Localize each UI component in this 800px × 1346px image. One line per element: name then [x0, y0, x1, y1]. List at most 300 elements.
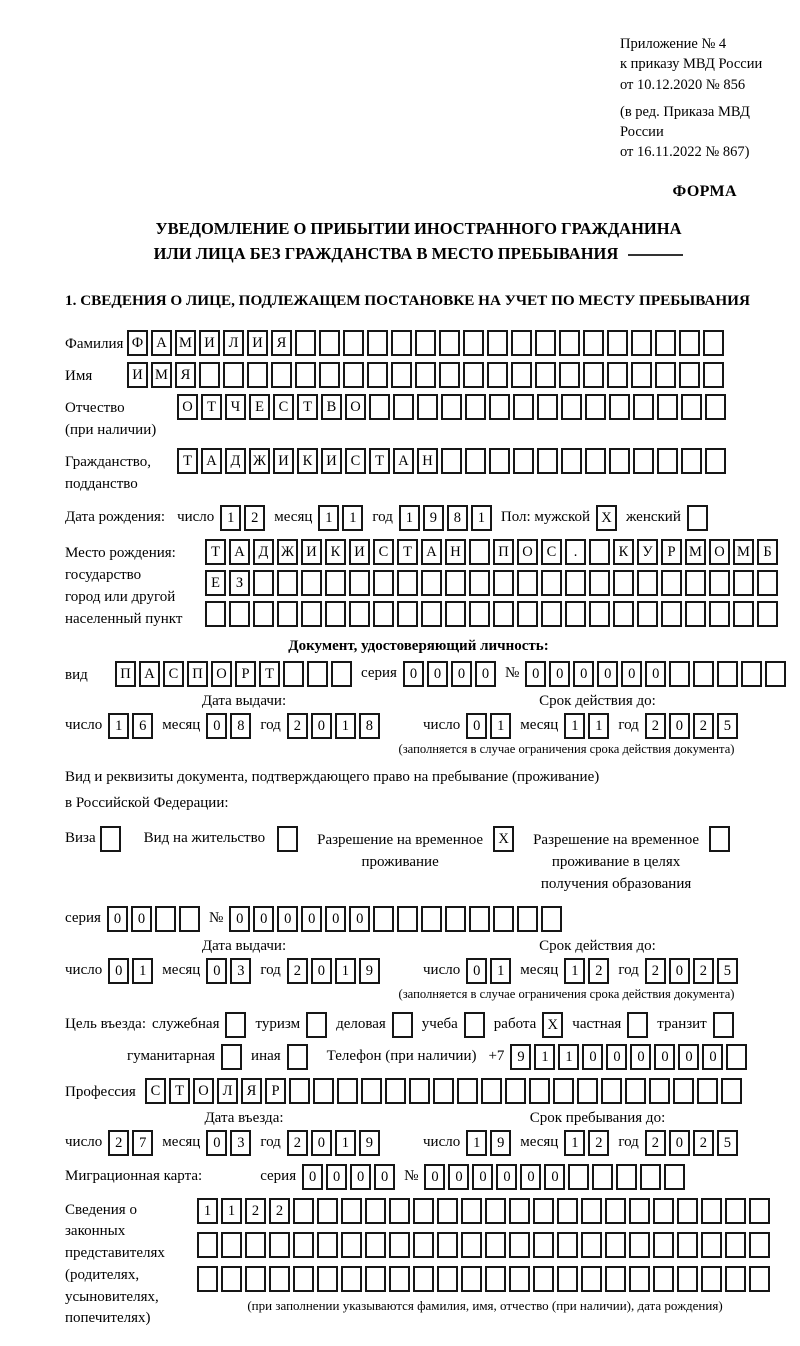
form-cell[interactable] [513, 394, 534, 420]
form-cell[interactable] [557, 1198, 578, 1224]
form-cell[interactable]: 0 [131, 906, 152, 932]
form-cell[interactable]: 1 [490, 713, 511, 739]
form-cell[interactable]: И [127, 362, 148, 388]
form-cell[interactable] [535, 362, 556, 388]
form-cell[interactable] [461, 1266, 482, 1292]
form-cell[interactable] [613, 570, 634, 596]
form-cell[interactable] [277, 826, 298, 852]
form-cell[interactable]: С [145, 1078, 166, 1104]
form-cell[interactable] [693, 661, 714, 687]
form-cell[interactable]: 1 [564, 958, 585, 984]
form-cell[interactable] [493, 601, 514, 627]
form-cell[interactable]: С [345, 448, 366, 474]
form-cell[interactable] [653, 1232, 674, 1258]
form-cell[interactable]: X [493, 826, 514, 852]
form-cell[interactable] [493, 906, 514, 932]
form-cell[interactable]: 3 [230, 1130, 251, 1156]
form-cell[interactable] [325, 570, 346, 596]
form-cell[interactable]: 2 [693, 1130, 714, 1156]
form-cell[interactable]: 0 [654, 1044, 675, 1070]
form-cell[interactable] [679, 330, 700, 356]
form-cell[interactable] [589, 539, 610, 565]
form-cell[interactable] [709, 570, 730, 596]
form-cell[interactable] [677, 1266, 698, 1292]
form-cell[interactable] [221, 1044, 242, 1070]
form-cell[interactable] [557, 1232, 578, 1258]
form-cell[interactable] [197, 1266, 218, 1292]
form-cell[interactable] [389, 1266, 410, 1292]
form-cell[interactable] [703, 362, 724, 388]
form-cell[interactable] [609, 448, 630, 474]
form-cell[interactable] [509, 1266, 530, 1292]
form-cell[interactable]: 0 [520, 1164, 541, 1190]
form-cell[interactable] [725, 1198, 746, 1224]
form-cell[interactable]: О [177, 394, 198, 420]
form-cell[interactable] [433, 1078, 454, 1104]
form-cell[interactable] [337, 1078, 358, 1104]
form-cell[interactable]: 0 [669, 713, 690, 739]
form-cell[interactable] [199, 362, 220, 388]
form-cell[interactable] [415, 330, 436, 356]
form-cell[interactable] [289, 1078, 310, 1104]
form-cell[interactable]: 1 [342, 505, 363, 531]
form-cell[interactable] [392, 1012, 413, 1038]
form-cell[interactable]: О [211, 661, 232, 687]
form-cell[interactable]: Ф [127, 330, 148, 356]
form-cell[interactable]: 1 [132, 958, 153, 984]
form-cell[interactable] [341, 1198, 362, 1224]
form-cell[interactable]: К [325, 539, 346, 565]
form-cell[interactable] [361, 1078, 382, 1104]
form-cell[interactable] [661, 570, 682, 596]
form-cell[interactable] [565, 570, 586, 596]
form-cell[interactable] [709, 601, 730, 627]
form-cell[interactable]: 1 [588, 713, 609, 739]
form-cell[interactable]: С [273, 394, 294, 420]
form-cell[interactable]: П [493, 539, 514, 565]
form-cell[interactable] [487, 362, 508, 388]
form-cell[interactable] [277, 570, 298, 596]
form-cell[interactable] [469, 601, 490, 627]
form-cell[interactable]: П [187, 661, 208, 687]
form-cell[interactable]: Р [265, 1078, 286, 1104]
form-cell[interactable] [485, 1198, 506, 1224]
form-cell[interactable] [511, 362, 532, 388]
form-cell[interactable]: Т [177, 448, 198, 474]
form-cell[interactable]: К [613, 539, 634, 565]
form-cell[interactable] [685, 601, 706, 627]
form-cell[interactable]: 2 [693, 958, 714, 984]
form-cell[interactable] [417, 394, 438, 420]
form-cell[interactable]: 0 [451, 661, 472, 687]
form-cell[interactable] [293, 1266, 314, 1292]
form-cell[interactable] [293, 1232, 314, 1258]
form-cell[interactable]: 2 [693, 713, 714, 739]
form-cell[interactable]: 0 [253, 906, 274, 932]
form-cell[interactable]: 0 [549, 661, 570, 687]
form-cell[interactable] [565, 601, 586, 627]
form-cell[interactable]: X [596, 505, 617, 531]
form-cell[interactable] [765, 661, 786, 687]
form-cell[interactable]: 0 [424, 1164, 445, 1190]
form-cell[interactable] [283, 661, 304, 687]
form-cell[interactable] [541, 601, 562, 627]
form-cell[interactable]: 0 [466, 958, 487, 984]
form-cell[interactable] [269, 1266, 290, 1292]
form-cell[interactable] [445, 570, 466, 596]
form-cell[interactable] [605, 1232, 626, 1258]
form-cell[interactable] [437, 1232, 458, 1258]
form-cell[interactable] [733, 570, 754, 596]
form-cell[interactable]: 8 [230, 713, 251, 739]
form-cell[interactable]: 0 [108, 958, 129, 984]
form-cell[interactable]: 1 [221, 1198, 242, 1224]
form-cell[interactable]: 2 [645, 1130, 666, 1156]
form-cell[interactable]: 1 [318, 505, 339, 531]
form-cell[interactable]: 0 [206, 1130, 227, 1156]
form-cell[interactable]: 0 [669, 958, 690, 984]
form-cell[interactable] [733, 601, 754, 627]
form-cell[interactable]: И [247, 330, 268, 356]
form-cell[interactable] [568, 1164, 589, 1190]
form-cell[interactable] [509, 1232, 530, 1258]
form-cell[interactable]: У [637, 539, 658, 565]
form-cell[interactable]: 1 [108, 713, 129, 739]
form-cell[interactable] [319, 362, 340, 388]
form-cell[interactable]: Т [369, 448, 390, 474]
form-cell[interactable] [629, 1232, 650, 1258]
form-cell[interactable]: 0 [645, 661, 666, 687]
form-cell[interactable]: Т [169, 1078, 190, 1104]
form-cell[interactable]: 9 [490, 1130, 511, 1156]
form-cell[interactable] [583, 362, 604, 388]
form-cell[interactable]: 0 [301, 906, 322, 932]
form-cell[interactable] [415, 362, 436, 388]
form-cell[interactable]: А [151, 330, 172, 356]
form-cell[interactable] [277, 601, 298, 627]
form-cell[interactable]: 2 [645, 958, 666, 984]
form-cell[interactable] [701, 1266, 722, 1292]
form-cell[interactable]: 0 [107, 906, 128, 932]
form-cell[interactable] [493, 570, 514, 596]
form-cell[interactable] [559, 330, 580, 356]
form-cell[interactable] [511, 330, 532, 356]
form-cell[interactable]: Т [259, 661, 280, 687]
form-cell[interactable] [365, 1198, 386, 1224]
form-cell[interactable]: 2 [108, 1130, 129, 1156]
form-cell[interactable] [439, 362, 460, 388]
form-cell[interactable]: 1 [197, 1198, 218, 1224]
form-cell[interactable] [489, 394, 510, 420]
form-cell[interactable]: Д [253, 539, 274, 565]
form-cell[interactable]: 1 [558, 1044, 579, 1070]
form-cell[interactable] [605, 1198, 626, 1224]
form-cell[interactable]: Н [445, 539, 466, 565]
form-cell[interactable]: 3 [230, 958, 251, 984]
form-cell[interactable] [397, 906, 418, 932]
form-cell[interactable]: 1 [399, 505, 420, 531]
form-cell[interactable]: 0 [277, 906, 298, 932]
form-cell[interactable]: 0 [702, 1044, 723, 1070]
form-cell[interactable]: 7 [132, 1130, 153, 1156]
form-cell[interactable]: Л [223, 330, 244, 356]
form-cell[interactable] [421, 906, 442, 932]
form-cell[interactable] [535, 330, 556, 356]
form-cell[interactable] [741, 661, 762, 687]
form-cell[interactable]: 2 [645, 713, 666, 739]
form-cell[interactable]: 1 [335, 713, 356, 739]
form-cell[interactable] [616, 1164, 637, 1190]
form-cell[interactable]: К [297, 448, 318, 474]
form-cell[interactable] [301, 570, 322, 596]
form-cell[interactable]: Т [205, 539, 226, 565]
form-cell[interactable] [225, 1012, 246, 1038]
form-cell[interactable]: 0 [427, 661, 448, 687]
form-cell[interactable]: Р [661, 539, 682, 565]
form-cell[interactable] [721, 1078, 742, 1104]
form-cell[interactable]: 0 [496, 1164, 517, 1190]
form-cell[interactable] [697, 1078, 718, 1104]
form-cell[interactable] [373, 570, 394, 596]
form-cell[interactable] [349, 570, 370, 596]
form-cell[interactable]: 5 [717, 1130, 738, 1156]
form-cell[interactable] [343, 330, 364, 356]
form-cell[interactable]: О [345, 394, 366, 420]
form-cell[interactable]: 0 [606, 1044, 627, 1070]
form-cell[interactable]: 0 [573, 661, 594, 687]
form-cell[interactable] [481, 1078, 502, 1104]
form-cell[interactable]: 1 [490, 958, 511, 984]
form-cell[interactable]: А [139, 661, 160, 687]
form-cell[interactable]: 1 [335, 1130, 356, 1156]
form-cell[interactable] [631, 330, 652, 356]
form-cell[interactable]: 1 [564, 713, 585, 739]
form-cell[interactable]: П [115, 661, 136, 687]
form-cell[interactable] [349, 601, 370, 627]
form-cell[interactable] [319, 330, 340, 356]
form-cell[interactable]: 0 [466, 713, 487, 739]
form-cell[interactable] [631, 362, 652, 388]
form-cell[interactable] [393, 394, 414, 420]
form-cell[interactable] [749, 1232, 770, 1258]
form-cell[interactable] [463, 330, 484, 356]
form-cell[interactable] [269, 1232, 290, 1258]
form-cell[interactable] [581, 1266, 602, 1292]
form-cell[interactable] [749, 1198, 770, 1224]
form-cell[interactable] [469, 570, 490, 596]
form-cell[interactable] [701, 1232, 722, 1258]
form-cell[interactable]: 0 [302, 1164, 323, 1190]
form-cell[interactable] [625, 1078, 646, 1104]
form-cell[interactable]: 0 [597, 661, 618, 687]
form-cell[interactable] [607, 362, 628, 388]
form-cell[interactable] [577, 1078, 598, 1104]
form-cell[interactable] [441, 448, 462, 474]
form-cell[interactable] [541, 570, 562, 596]
form-cell[interactable]: 2 [245, 1198, 266, 1224]
form-cell[interactable] [413, 1266, 434, 1292]
form-cell[interactable] [489, 448, 510, 474]
form-cell[interactable]: В [321, 394, 342, 420]
form-cell[interactable] [331, 661, 352, 687]
form-cell[interactable] [677, 1232, 698, 1258]
form-cell[interactable] [749, 1266, 770, 1292]
form-cell[interactable] [655, 330, 676, 356]
form-cell[interactable] [221, 1266, 242, 1292]
form-cell[interactable]: Е [249, 394, 270, 420]
form-cell[interactable] [681, 394, 702, 420]
form-cell[interactable]: 2 [269, 1198, 290, 1224]
form-cell[interactable]: Т [297, 394, 318, 420]
form-cell[interactable]: 1 [466, 1130, 487, 1156]
form-cell[interactable] [391, 362, 412, 388]
form-cell[interactable] [541, 906, 562, 932]
form-cell[interactable] [367, 362, 388, 388]
form-cell[interactable] [293, 1198, 314, 1224]
form-cell[interactable] [439, 330, 460, 356]
form-cell[interactable]: С [163, 661, 184, 687]
form-cell[interactable] [306, 1012, 327, 1038]
form-cell[interactable] [437, 1266, 458, 1292]
form-cell[interactable] [445, 601, 466, 627]
form-cell[interactable] [661, 601, 682, 627]
form-cell[interactable] [465, 448, 486, 474]
form-cell[interactable]: А [393, 448, 414, 474]
form-cell[interactable] [205, 601, 226, 627]
form-cell[interactable] [633, 394, 654, 420]
form-cell[interactable] [100, 826, 121, 852]
form-cell[interactable] [464, 1012, 485, 1038]
form-cell[interactable]: 0 [350, 1164, 371, 1190]
form-cell[interactable]: 0 [311, 1130, 332, 1156]
form-cell[interactable]: Р [235, 661, 256, 687]
form-cell[interactable]: Ж [249, 448, 270, 474]
form-cell[interactable]: 0 [475, 661, 496, 687]
form-cell[interactable] [533, 1266, 554, 1292]
form-cell[interactable] [581, 1198, 602, 1224]
form-cell[interactable] [509, 1198, 530, 1224]
form-cell[interactable]: А [229, 539, 250, 565]
form-cell[interactable]: 0 [472, 1164, 493, 1190]
form-cell[interactable] [561, 394, 582, 420]
form-cell[interactable] [487, 330, 508, 356]
form-cell[interactable] [537, 448, 558, 474]
form-cell[interactable] [701, 1198, 722, 1224]
form-cell[interactable] [369, 394, 390, 420]
form-cell[interactable]: 0 [349, 906, 370, 932]
form-cell[interactable] [517, 570, 538, 596]
form-cell[interactable]: 9 [359, 1130, 380, 1156]
form-cell[interactable] [649, 1078, 670, 1104]
form-cell[interactable] [583, 330, 604, 356]
form-cell[interactable] [581, 1232, 602, 1258]
form-cell[interactable]: 2 [287, 713, 308, 739]
form-cell[interactable]: 0 [669, 1130, 690, 1156]
form-cell[interactable] [717, 661, 738, 687]
form-cell[interactable] [725, 1232, 746, 1258]
form-cell[interactable]: Н [417, 448, 438, 474]
form-cell[interactable]: И [199, 330, 220, 356]
form-cell[interactable]: 0 [678, 1044, 699, 1070]
form-cell[interactable]: 2 [588, 958, 609, 984]
form-cell[interactable] [295, 362, 316, 388]
form-cell[interactable] [343, 362, 364, 388]
form-cell[interactable] [703, 330, 724, 356]
form-cell[interactable] [365, 1266, 386, 1292]
form-cell[interactable]: И [273, 448, 294, 474]
form-cell[interactable] [637, 601, 658, 627]
form-cell[interactable] [397, 570, 418, 596]
form-cell[interactable] [687, 505, 708, 531]
form-cell[interactable] [461, 1232, 482, 1258]
form-cell[interactable] [653, 1266, 674, 1292]
form-cell[interactable]: Т [201, 394, 222, 420]
form-cell[interactable]: 0 [582, 1044, 603, 1070]
form-cell[interactable]: 2 [287, 1130, 308, 1156]
form-cell[interactable] [629, 1266, 650, 1292]
form-cell[interactable] [529, 1078, 550, 1104]
form-cell[interactable] [607, 330, 628, 356]
form-cell[interactable] [457, 1078, 478, 1104]
form-cell[interactable] [655, 362, 676, 388]
form-cell[interactable]: 0 [325, 906, 346, 932]
form-cell[interactable] [561, 448, 582, 474]
form-cell[interactable]: Ч [225, 394, 246, 420]
form-cell[interactable]: О [709, 539, 730, 565]
form-cell[interactable] [609, 394, 630, 420]
form-cell[interactable] [465, 394, 486, 420]
form-cell[interactable] [341, 1266, 362, 1292]
form-cell[interactable] [485, 1266, 506, 1292]
form-cell[interactable] [592, 1164, 613, 1190]
form-cell[interactable]: 1 [335, 958, 356, 984]
form-cell[interactable] [657, 448, 678, 474]
form-cell[interactable]: О [193, 1078, 214, 1104]
form-cell[interactable]: Я [241, 1078, 262, 1104]
form-cell[interactable] [317, 1232, 338, 1258]
form-cell[interactable] [629, 1198, 650, 1224]
form-cell[interactable] [685, 570, 706, 596]
form-cell[interactable]: И [349, 539, 370, 565]
form-cell[interactable]: 0 [326, 1164, 347, 1190]
form-cell[interactable] [533, 1232, 554, 1258]
form-cell[interactable] [307, 661, 328, 687]
form-cell[interactable]: X [542, 1012, 563, 1038]
form-cell[interactable] [589, 570, 610, 596]
form-cell[interactable] [253, 570, 274, 596]
form-cell[interactable] [637, 570, 658, 596]
form-cell[interactable]: М [151, 362, 172, 388]
form-cell[interactable] [664, 1164, 685, 1190]
form-cell[interactable]: 1 [220, 505, 241, 531]
form-cell[interactable]: М [685, 539, 706, 565]
form-cell[interactable] [605, 1266, 626, 1292]
form-cell[interactable]: 0 [206, 713, 227, 739]
form-cell[interactable] [633, 448, 654, 474]
form-cell[interactable] [391, 330, 412, 356]
form-cell[interactable] [397, 601, 418, 627]
form-cell[interactable] [389, 1232, 410, 1258]
form-cell[interactable]: Т [397, 539, 418, 565]
form-cell[interactable] [247, 362, 268, 388]
form-cell[interactable]: 1 [471, 505, 492, 531]
form-cell[interactable] [197, 1232, 218, 1258]
form-cell[interactable] [657, 394, 678, 420]
form-cell[interactable]: 0 [206, 958, 227, 984]
form-cell[interactable] [373, 906, 394, 932]
form-cell[interactable]: 0 [311, 713, 332, 739]
form-cell[interactable] [505, 1078, 526, 1104]
